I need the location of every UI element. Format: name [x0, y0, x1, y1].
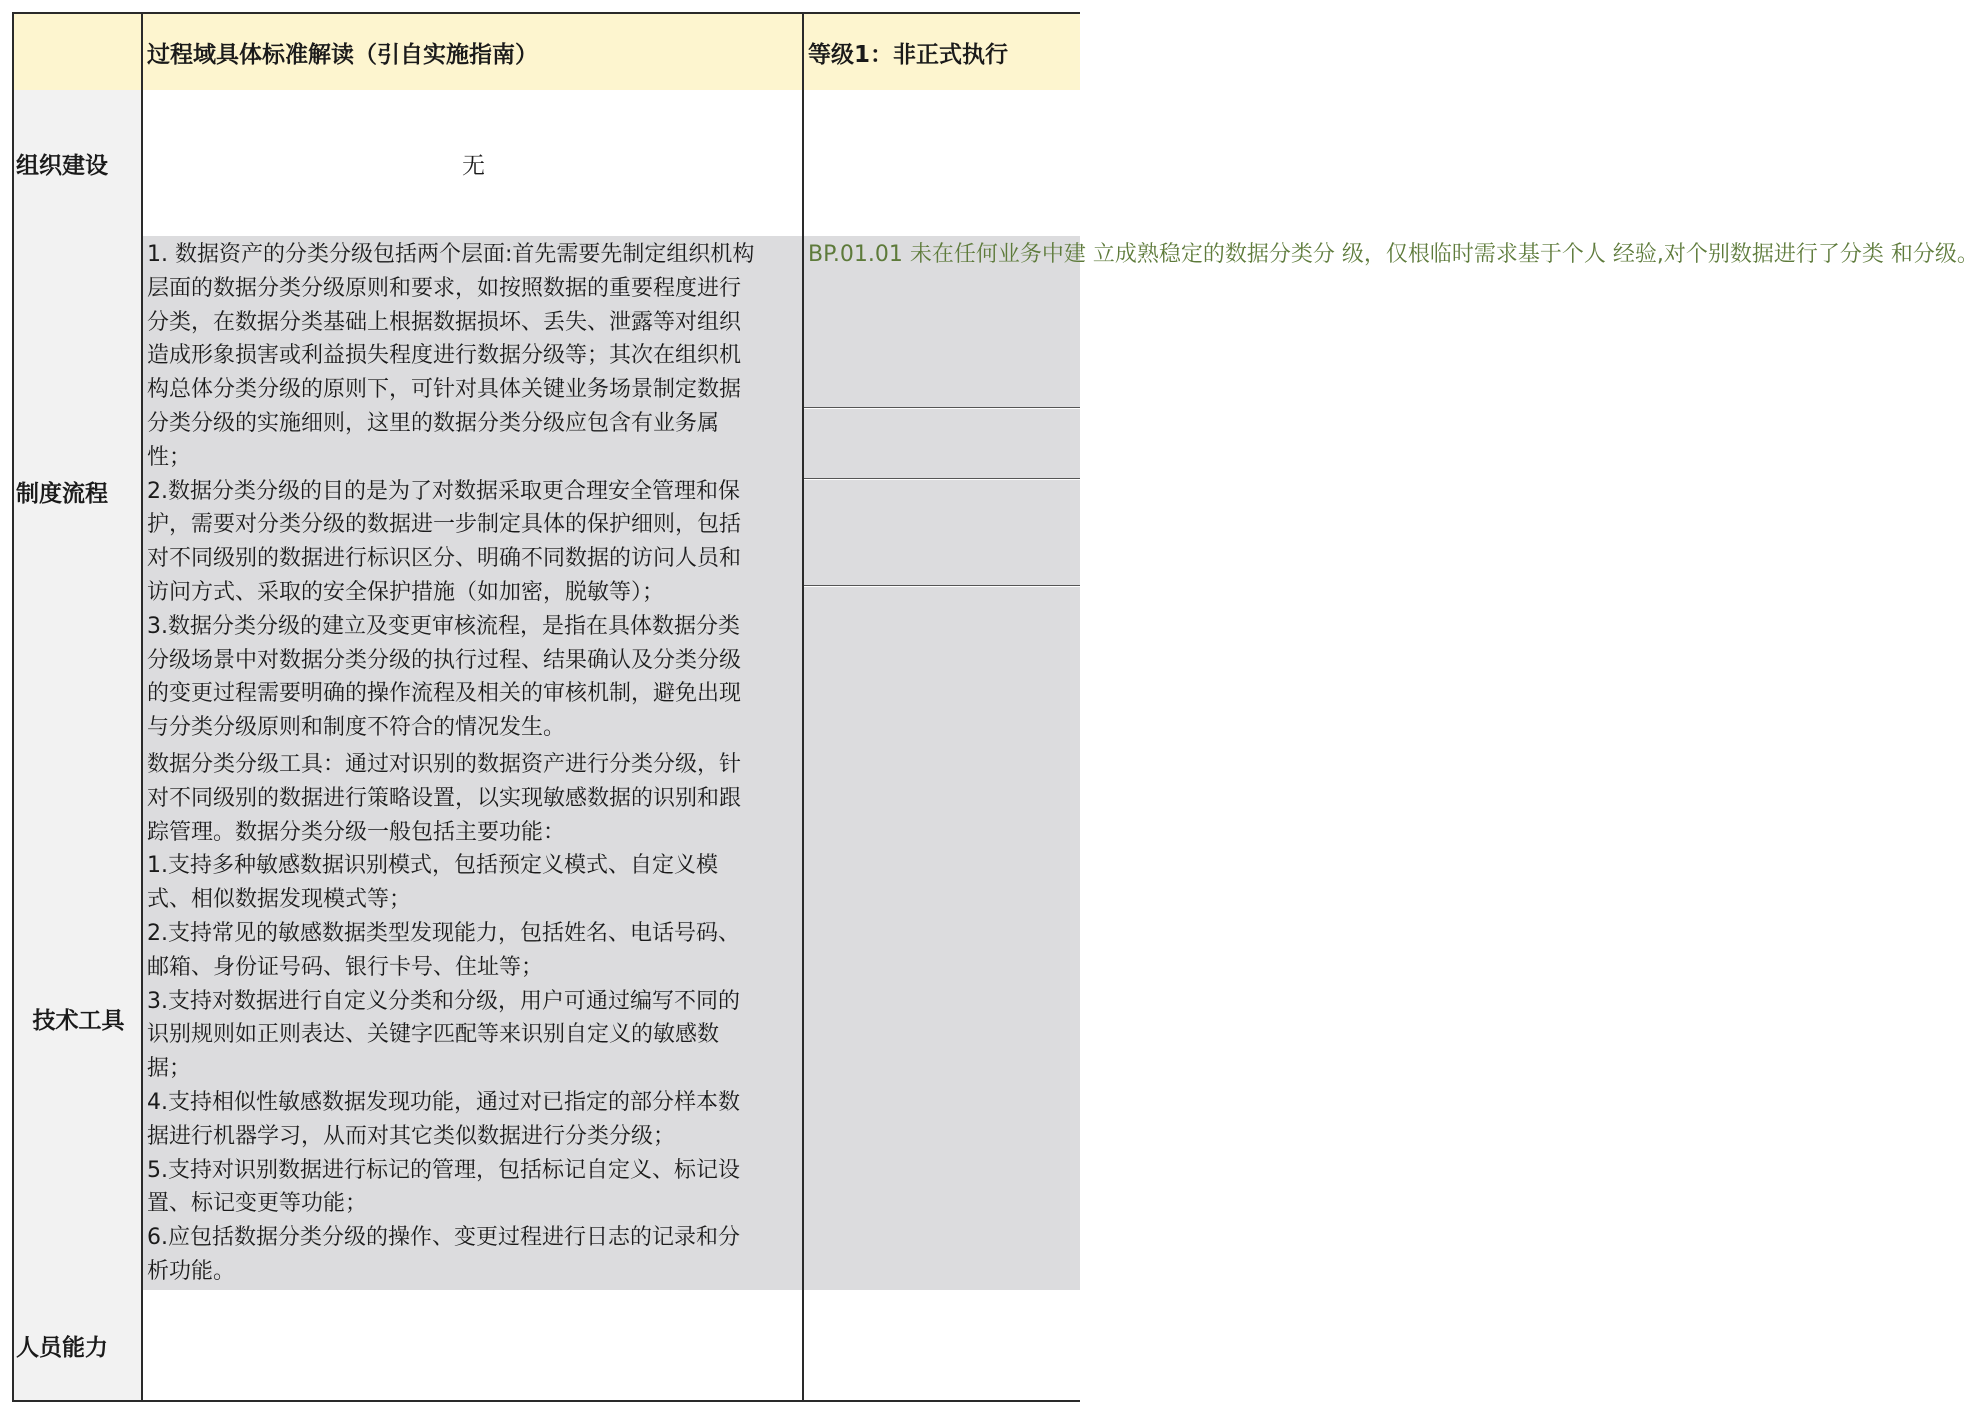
header-level1-cell[interactable] [802, 12, 1080, 92]
row-content-org[interactable] [141, 90, 804, 238]
row-label-people-text: 人员能力 [16, 1334, 108, 1361]
row-label-org[interactable] [12, 90, 143, 238]
row-content-process-text: 1. 数据资产的分类分级包括两个层面:首先需要先制定组织机构 层面的数据分类分级原则和要求，如按照数据的重要程度进行 分类，在数据分类基础上根据数据损坏、丢失、泄露等对组织 造成形象损害或利益损失程度进行数据分级等；其次在组织机 构总体分类分级的原则下，可针对具体关键业务场景制定数据 分类分级的实施细则，这里的数据分类分级应包含有业务属 性； 2.数据分类分级的目的是为了对数据采取更合理安全管理和保 护，需要对分类分级的数据进一步制定具体的保护细则，包括 对不同级别的数据进行标识区分、明确不同数据的访问人员和 访问方式、采取的安全保护措施（如加密，脱敏等）； 3.数据分类分级的建立及变更审核流程，是指在具体数据分类 分级场景中对数据分类分级的执行过程、结果确认及分类分级 的变更过程需要明确的操作流程及相关的审核机制，避免出现 与分类分级原则和制度不符合的情况发生。 [147, 242, 755, 741]
row-content-tools[interactable] [141, 746, 804, 1292]
row-content-process[interactable] [141, 236, 804, 748]
row-content-org-text: 无 [462, 152, 485, 179]
row-level1-org[interactable] [802, 90, 1080, 238]
header-interpretation-text: 过程域具体标准解读（引自实施指南） [147, 41, 538, 68]
row-label-people[interactable] [12, 1290, 143, 1402]
row-label-tools[interactable] [12, 746, 143, 1292]
row-label-process-text: 制度流程 [16, 480, 108, 507]
header-corner-cell[interactable] [12, 12, 143, 92]
row-level1-process-text: BP.01.01 未在任何业务中建 立成熟稳定的数据分类分 级，仅根临时需求基于个人 经验,对个别数据进行了分类 和分级。 [808, 242, 1979, 267]
header-level1-text: 等级1：非正式执行 [808, 41, 1009, 68]
row-content-tools-text: 数据分类分级工具：通过对识别的数据资产进行分类分级，针 对不同级别的数据进行策略设置，以实现敏感数据的识别和跟 踪管理。数据分类分级一般包括主要功能： 1.支持多种敏感数据识别模式，包括预定义模式、自定义模 式、相似数据发现模式等； 2.支持常见的敏感数据类型发现能力，包括姓名、电话号码、 邮箱、身份证号码、银行卡号、住址等； 3.支持对数据进行自定义分类和分级，用户可通过编写不同的 识别规则如正则表达、关键字匹配等来识别自定义的敏感数 据； 4.支持相似性敏感数据发现功能，通过对已指定的部分样本数 据进行机器学习，从而对其它类似数据进行分类分级； 5.支持对识别数据进行标记的管理，包括标记自定义、标记设 置、标记变更等功能； 6.应包括数据分类分级的操作、变更过程进行日志的记录和分 析功能。 [147, 752, 742, 1284]
level1-process-block-1 [804, 236, 1979, 408]
row-level1-process[interactable] [802, 236, 1979, 748]
row-level1-tools[interactable] [802, 746, 1080, 1292]
row-label-process[interactable] [12, 236, 143, 748]
row-content-people[interactable] [141, 1290, 804, 1402]
row-label-tools-text: 技术工具 [32, 1007, 125, 1034]
level1-process-block-4 [804, 587, 1080, 746]
header-interpretation-cell[interactable] [141, 12, 804, 92]
row-label-org-text: 组织建设 [16, 152, 108, 179]
level1-process-block-3 [804, 480, 1080, 586]
row-level1-people[interactable] [802, 1290, 1080, 1402]
level1-process-block-2 [804, 409, 1080, 479]
